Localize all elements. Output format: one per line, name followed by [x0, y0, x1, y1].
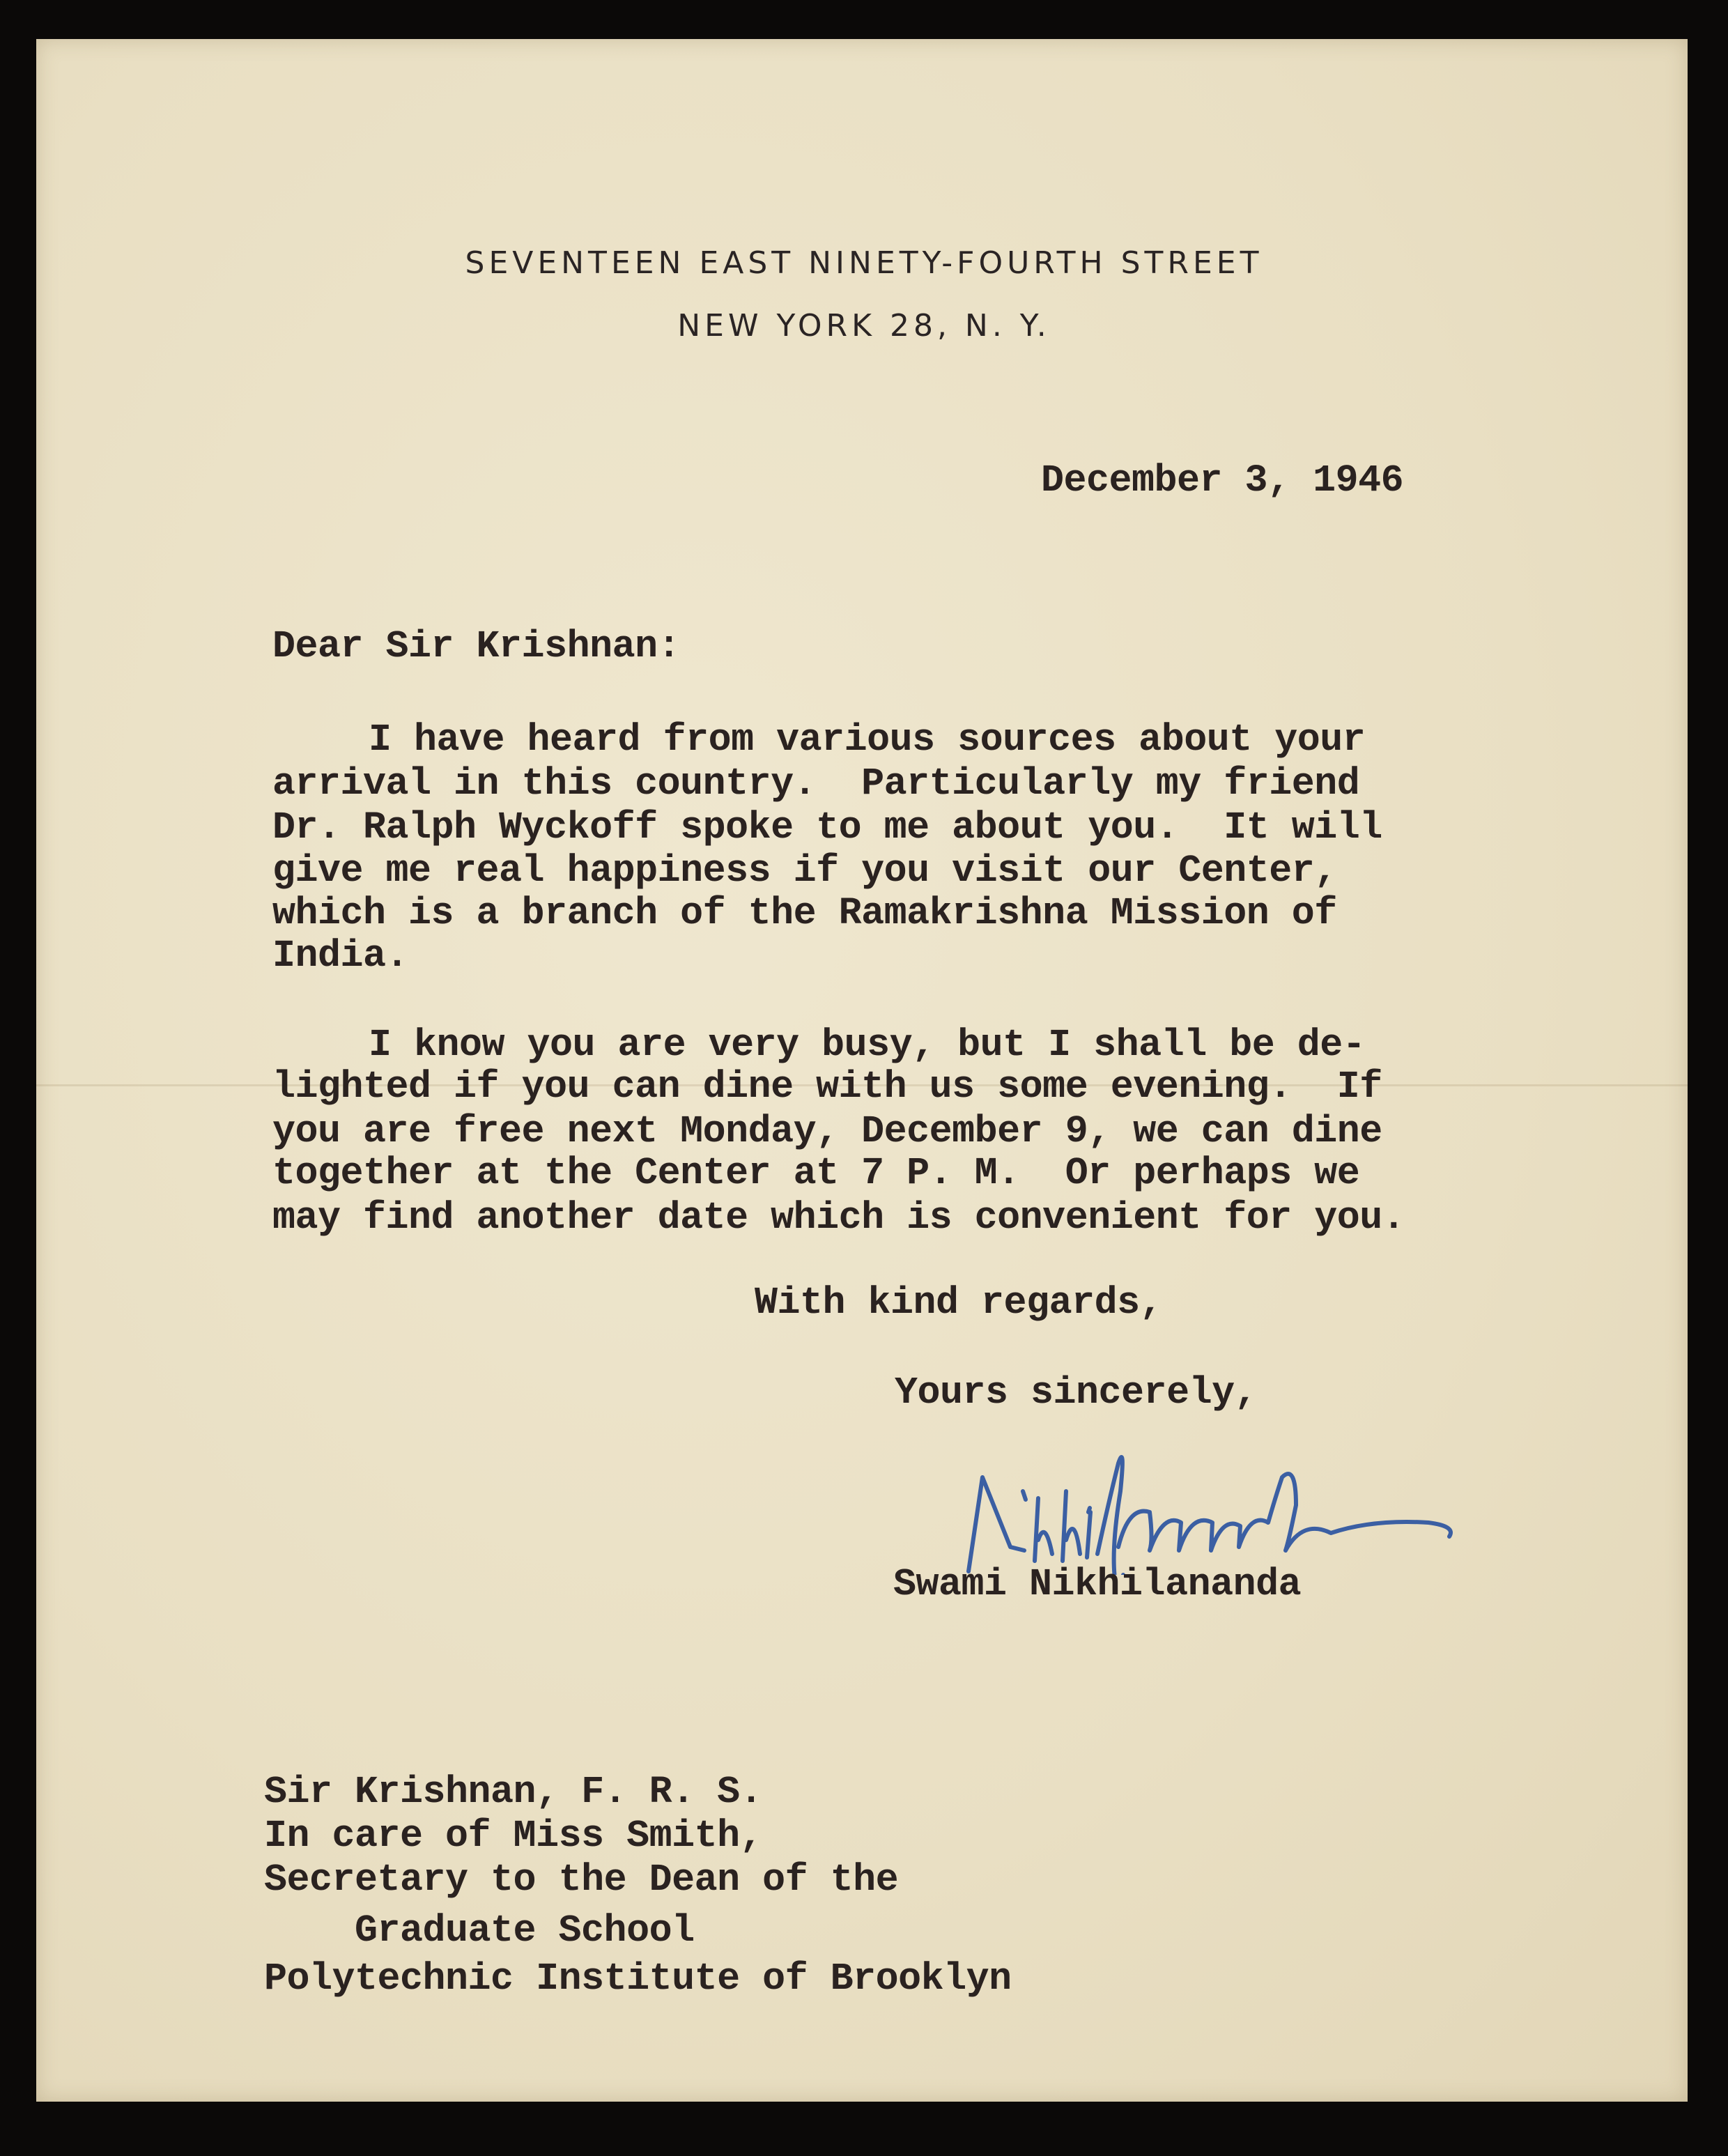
letter-date: December 3, 1946 [1041, 459, 1404, 502]
body-line: I have heard from various sources about your [369, 718, 1366, 762]
body-line: you are free next Monday, December 9, we can dine [272, 1109, 1382, 1153]
body-line: may find another date which is convenient for you. [272, 1196, 1405, 1240]
body-line: which is a branch of the Ramakrishna Mission of [272, 891, 1337, 935]
closing-sincerely: Yours sincerely, [895, 1371, 1258, 1415]
body-line: lighted if you can dine with us some evening. If [272, 1065, 1382, 1109]
address-line: Graduate School [355, 1909, 695, 1953]
closing-regards: With kind regards, [755, 1281, 1163, 1325]
body-line: Dr. Ralph Wyckoff spoke to me about you. It will [272, 806, 1382, 849]
body-line: give me real happiness if you visit our Center, [272, 849, 1337, 893]
body-line: I know you are very busy, but I shall be de- [369, 1023, 1366, 1067]
salutation: Dear Sir Krishnan: [272, 624, 681, 668]
address-line: In care of Miss Smith, [264, 1814, 763, 1858]
address-line: Polytechnic Institute of Brooklyn [264, 1957, 1012, 2001]
body-line: together at the Center at 7 P. M. Or perhaps we [272, 1151, 1360, 1195]
signer-name: Swami Nikhilananda [893, 1562, 1302, 1606]
letterhead-street: SEVENTEEN EAST NINETY-FOURTH STREET [465, 245, 1263, 281]
handwritten-signature [941, 1435, 1637, 1575]
letterhead-city: NEW YORK 28, N. Y. [677, 308, 1051, 344]
address-line: Secretary to the Dean of the [264, 1858, 899, 1902]
body-line: arrival in this country. Particularly my friend [272, 762, 1360, 806]
address-line: Sir Krishnan, F. R. S. [264, 1770, 763, 1814]
body-line: India. [272, 934, 409, 978]
